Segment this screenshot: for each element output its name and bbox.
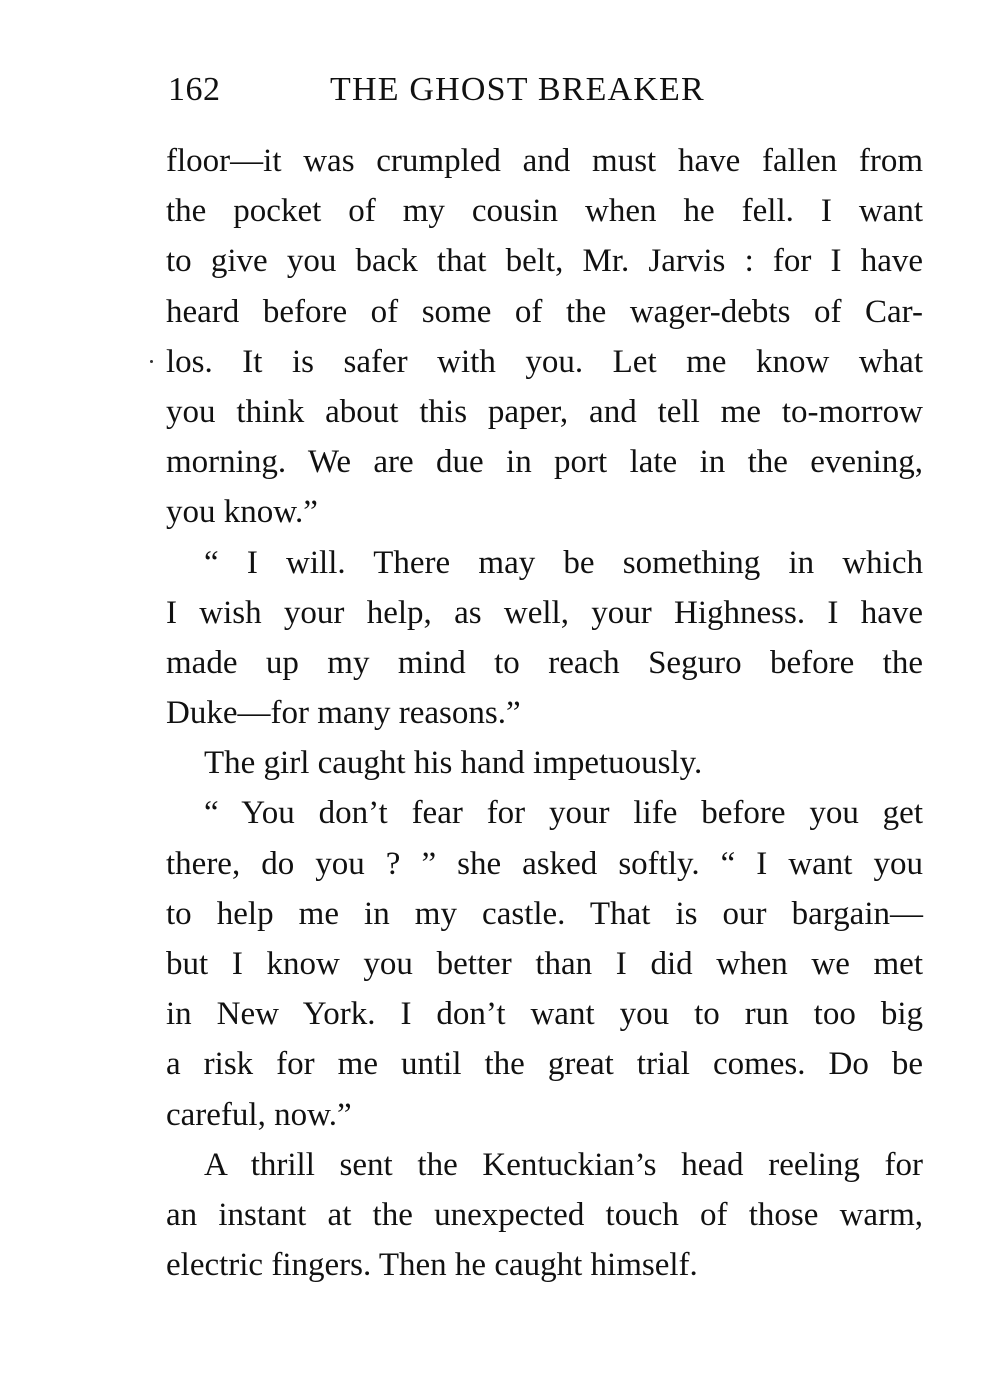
text-line: morning. We are due in port late in the evening, — [166, 444, 923, 481]
text-line: to give you back that belt, Mr. Jarvis : for I have — [166, 243, 923, 280]
text-line: A thrill sent the Kentuckian’s head reeling for — [204, 1146, 923, 1183]
page-number: 162 — [168, 71, 221, 108]
text-line: los. It is safer with you. Let me know what — [166, 343, 923, 380]
running-title: THE GHOST BREAKER — [330, 71, 705, 108]
text-line: there, do you ? ” she asked softly. “ I want you — [166, 845, 923, 882]
body-text — [166, 136, 923, 1290]
text-line: in New York. I don’t want you to run too big — [166, 996, 923, 1033]
text-line: made up my mind to reach Seguro before the — [166, 644, 923, 681]
text-line: heard before of some of the wager-debts of Car- — [166, 293, 923, 330]
text-line: The girl caught his hand impetuously. — [204, 745, 703, 782]
text-line: “ You don’t fear for your life before you get — [204, 795, 923, 832]
text-line: you think about this paper, and tell me to-morrow — [166, 393, 923, 430]
text-line: but I know you better than I did when we met — [166, 946, 923, 982]
text-line: a risk for me until the great trial comes. Do be — [166, 1046, 923, 1083]
page-header — [168, 66, 928, 114]
text-line: electric fingers. Then he caught himself. — [166, 1247, 698, 1284]
text-line: an instant at the unexpected touch of those warm, — [166, 1196, 923, 1233]
text-line: floor—it was crumpled and must have fallen from — [166, 143, 923, 179]
margin-mark — [150, 360, 153, 363]
text-line: “ I will. There may be something in which — [204, 544, 923, 581]
text-line: you know.” — [166, 494, 318, 531]
text-line: careful, now.” — [166, 1096, 352, 1133]
text-line: the pocket of my cousin when he fell. I want — [166, 193, 923, 230]
text-line: Duke—for many reasons.” — [166, 695, 521, 732]
text-line: to help me in my castle. That is our bargain— — [166, 895, 923, 932]
text-line: I wish your help, as well, your Highness. I have — [166, 594, 923, 631]
